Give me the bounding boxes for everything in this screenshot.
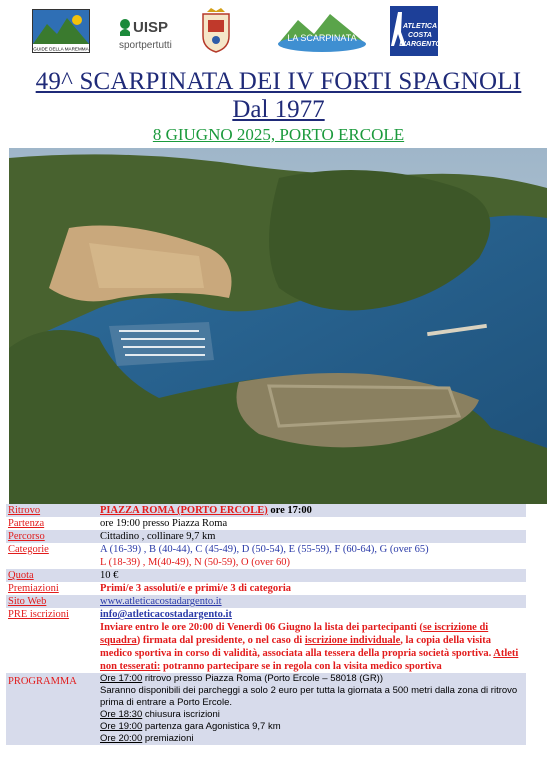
categorie-women: L (18-39) , M(40-49), N (50-59), O (over 60) — [100, 557, 291, 568]
info-row-preiscrizioni — [6, 608, 526, 673]
quota-value: 10 € — [98, 569, 526, 582]
programma-line-1: Ore 17:00 ritrovo presso Piazza Roma (Porto Ercole – 58018 (GR)) — [100, 673, 384, 684]
event-subtitle: Dal 1977 — [232, 96, 325, 123]
ritrovo-label: Ritrovo — [6, 504, 98, 517]
programma-label: PROGRAMMA — [6, 673, 98, 745]
info-row-ritrovo — [6, 504, 526, 517]
info-row-premiazioni — [6, 582, 526, 595]
porto-ercole-aerial-photo — [9, 148, 547, 504]
ritrovo-time: ore 17:00 — [270, 505, 312, 516]
event-title: 49^ SCARPINATA DEI IV FORTI SPAGNOLI — [35, 68, 522, 95]
programma-line-4: Ore 19:00 partenza gara Agonistica 9,7 km — [100, 721, 281, 732]
scarpinata-logo — [276, 10, 368, 54]
comune-crest-logo — [193, 8, 239, 54]
percorso-value: Cittadino , collinare 9,7 km — [98, 530, 526, 543]
scarpinata-logo-text: LA SCARPINATA — [287, 33, 357, 43]
preiscrizioni-text: Inviare entro le ore 20:00 di Venerdì 06 Giugno la lista dei partecipanti (se iscrizione di squadra) firmata dal presidente, o nel caso di iscrizione individuale, la copia della visita medico sportiva in corso di validità, associata alla tessera della propria società sportiva. Atleti non tesserati: potranno partecipare se in regola con la visita medico sportiva — [100, 622, 519, 672]
premiazioni-value: Primi/e 3 assoluti/e e primi/e 3 di categoria — [100, 583, 291, 594]
acda-line3: D'ARGENTO — [399, 41, 438, 48]
info-row-partenza — [6, 517, 526, 530]
acda-line1: ATLETICA — [402, 23, 438, 30]
programma-line-2: Saranno disponibili dei parcheggi a solo 2 euro per tutta la giornata a 500 metri dalla zona di ritrovo prima di entrare a Porto Ercole. — [100, 685, 518, 708]
percorso-label: Percorso — [6, 530, 98, 543]
info-row-categorie — [6, 543, 526, 569]
acda-line2: COSTA — [408, 32, 432, 39]
guide-maremma-logo — [32, 9, 90, 53]
event-info-table — [6, 504, 526, 745]
event-date-location: 8 GIUGNO 2025, PORTO ERCOLE — [152, 125, 405, 144]
uisp-logo — [118, 12, 180, 52]
uisp-name: UISP — [133, 19, 169, 36]
preiscrizioni-label: PRE iscrizioni — [8, 609, 69, 620]
guide-logo-text: GUIDE DELLA MAREMMA — [33, 46, 89, 52]
ritrovo-place: PIAZZA ROMA (PORTO ERCOLE) — [100, 505, 268, 516]
premiazioni-label: Premiazioni — [8, 583, 59, 594]
atletica-costa-dargento-logo — [390, 6, 438, 56]
email-link[interactable]: info@atleticacostadargento.it — [100, 609, 232, 620]
categorie-men: A (16-39) , B (40-44), C (45-49), D (50-54), E (55-59), F (60-64), G (over 65) — [100, 544, 429, 555]
partenza-label: Partenza — [8, 518, 45, 529]
website-link[interactable]: www.atleticacostadargento.it — [100, 596, 222, 607]
info-row-sito — [6, 595, 526, 608]
partenza-value: ore 19:00 presso Piazza Roma — [100, 518, 228, 529]
info-row-quota — [6, 569, 526, 582]
logo-bar — [0, 6, 557, 54]
quota-label: Quota — [6, 569, 98, 582]
uisp-tagline: sportpertutti — [119, 40, 172, 51]
programma-line-3: Ore 18:30 chiusura iscrizioni — [100, 709, 220, 720]
info-row-percorso — [6, 530, 526, 543]
info-row-programma — [6, 673, 526, 745]
sito-label: Sito Web — [6, 595, 98, 608]
programma-line-5: Ore 20:00 premiazioni — [100, 733, 194, 744]
categorie-label: Categorie — [8, 544, 49, 555]
